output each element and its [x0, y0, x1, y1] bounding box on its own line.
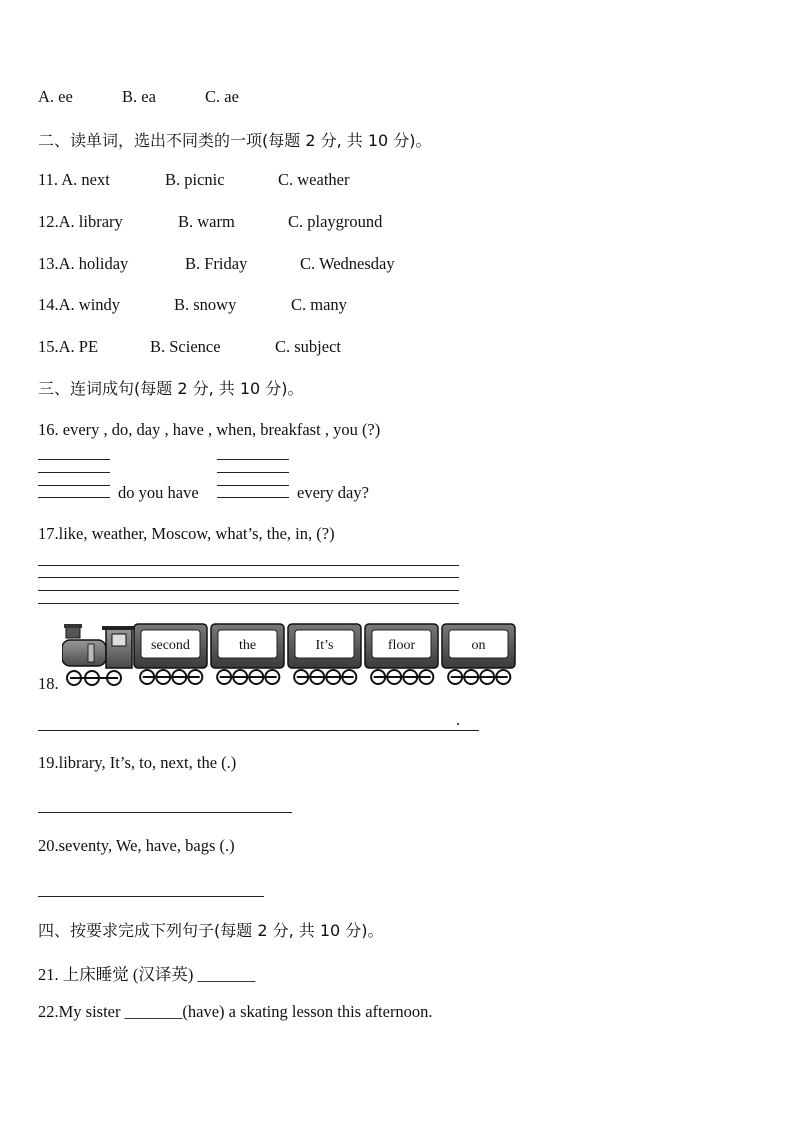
q18-end-mark: . — [456, 710, 461, 729]
q16-blank-1b[interactable] — [38, 472, 110, 473]
q20-answer-line[interactable] — [38, 896, 264, 897]
section-4-heading: 四、按要求完成下列句子(每题 2 分, 共 10 分)。 — [38, 921, 384, 940]
train-car — [288, 624, 361, 684]
q11-a: 11. A. next — [38, 170, 110, 189]
q16-prompt: 16. every , do, day , have , when, breakfast , you (?) — [38, 420, 381, 439]
q16-blank-2c[interactable] — [217, 485, 289, 486]
section-2-heading: 二、读单词，选出不同类的一项(每题 2 分, 共 10 分)。 — [38, 131, 432, 150]
q19-prompt: 19.library, It’s, to, next, the (.) — [38, 753, 237, 772]
q16-mid-text: do you have — [118, 483, 199, 502]
q11-c: C. weather — [278, 170, 350, 189]
q12-c: C. playground — [288, 212, 383, 231]
q12-a: 12.A. library — [38, 212, 123, 231]
option-a: A. ee — [38, 87, 73, 106]
q17-line-4[interactable] — [38, 603, 459, 604]
option-c: C. ae — [205, 87, 239, 106]
q14-b: B. snowy — [174, 295, 237, 314]
q18-number: 18. — [38, 674, 59, 693]
q16-blank-2d[interactable] — [217, 497, 289, 498]
q11-b: B. picnic — [165, 170, 225, 189]
q16-blank-2a[interactable] — [217, 459, 289, 460]
q14-c: C. many — [291, 295, 347, 314]
q14-a: 14.A. windy — [38, 295, 121, 314]
q21-text: 21. 上床睡觉 (汉译英) _______ — [38, 965, 256, 984]
train-car — [365, 624, 438, 684]
train-car-word: on — [471, 638, 486, 653]
train-car-word: floor — [387, 638, 416, 653]
train-car-word: the — [238, 638, 257, 653]
q20-prompt: 20.seventy, We, have, bags (.) — [38, 836, 235, 855]
train-car — [134, 624, 207, 684]
q16-blank-1c[interactable] — [38, 485, 110, 486]
q22-text: 22.My sister _______(have) a skating lesson this afternoon. — [38, 1002, 433, 1021]
q13-a: 13.A. holiday — [38, 254, 129, 273]
q16-blank-1a[interactable] — [38, 459, 110, 460]
train-car-word: second — [151, 638, 190, 653]
q18-answer-line[interactable] — [38, 730, 479, 731]
q15-c: C. subject — [275, 337, 341, 356]
q19-answer-line[interactable] — [38, 812, 292, 813]
train-car — [442, 624, 515, 684]
section-3-heading: 三、连词成句(每题 2 分, 共 10 分)。 — [38, 379, 304, 398]
q13-c: C. Wednesday — [300, 254, 395, 273]
q16-blank-2b[interactable] — [217, 472, 289, 473]
train-car — [211, 624, 284, 684]
train-illustration — [62, 622, 522, 686]
option-b: B. ea — [122, 87, 156, 106]
q12-b: B. warm — [178, 212, 235, 231]
train-car-word: It’s — [315, 638, 334, 653]
q13-b: B. Friday — [185, 254, 248, 273]
q16-end-text: every day? — [297, 483, 369, 502]
q15-a: 15.A. PE — [38, 337, 99, 356]
q17-line-1[interactable] — [38, 565, 459, 566]
q17-prompt: 17.like, weather, Moscow, what’s, the, in, (?) — [38, 524, 335, 543]
q16-blank-1d[interactable] — [38, 497, 110, 498]
q17-line-3[interactable] — [38, 590, 459, 591]
locomotive-icon — [62, 624, 136, 685]
q17-line-2[interactable] — [38, 577, 459, 578]
q15-b: B. Science — [150, 337, 221, 356]
